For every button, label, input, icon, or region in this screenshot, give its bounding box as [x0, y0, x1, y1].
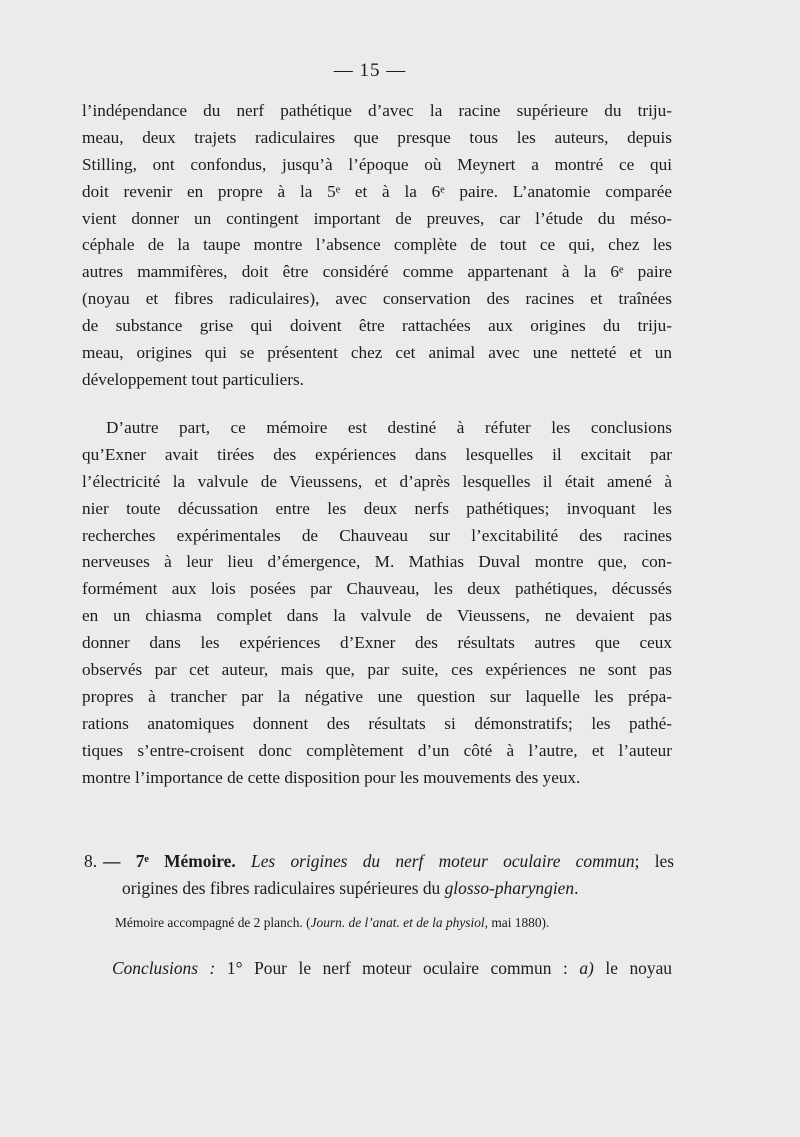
text-line: l’électricité la valvule de Vieussens, et d’après lesquelles il était amené à: [82, 471, 672, 491]
text-line: (noyau et fibres radiculaires), avec conservation des racines et traînées: [82, 289, 672, 309]
text-line: doit revenir en propre à la 5ᵉ et à la 6ᵉ paire. L’anatomie comparée: [82, 181, 672, 201]
text-line: développement tout particuliers.: [82, 369, 304, 389]
text-line: observés par cet auteur, mais que, par suite, ces expériences ne sont pas: [82, 660, 672, 680]
page-number: — 15 —: [333, 60, 407, 81]
text-line: recherches expérimentales de Chauveau sur l’excitabilité des racines: [82, 525, 672, 545]
entry-title-end: .: [574, 878, 579, 898]
text-line: montre l’importance de cette disposition pour les mouvements des yeux.: [82, 767, 581, 787]
conclusions-item: a): [579, 958, 594, 978]
text-line: l’indépendance du nerf pathétique d’avec la racine supérieure du triju-: [82, 101, 672, 120]
text-line: vient donner un contingent important de preuves, car l’étude du méso-: [82, 208, 672, 228]
text-line: céphale de la taupe montre l’absence complète de tout ce qui, chez les: [82, 235, 672, 255]
entry-number: 8.: [84, 851, 98, 871]
note-text-a: Mémoire accompagné de 2 planch. (: [115, 915, 311, 930]
text-line: donner dans les expériences d’Exner des résultats autres que ceux: [82, 633, 672, 653]
conclusions-text-b: le noyau: [593, 958, 672, 978]
note-journal: Journ. de l’anat. et de la physiol,: [310, 915, 488, 930]
text-line: nier toute décussation entre les deux nerfs pathétiques; invoquant les: [82, 498, 672, 518]
entry-title-line-1: [84, 848, 674, 875]
text-line: rations anatomiques donnent des résultats si démonstratifs; les pathé-: [82, 713, 672, 733]
text-line: meau, origines qui se présentent chez cet animal avec une netteté et un: [82, 343, 672, 363]
conclusions-line: [112, 958, 672, 979]
text-line: meau, deux trajets radiculaires que presque tous les auteurs, depuis: [82, 127, 672, 147]
text-line: qu’Exner avait tirées des expériences dans lesquelles il excitait par: [82, 444, 672, 464]
text-line: autres mammifères, doit être considéré comme appartenant à la 6ᵉ paire: [82, 262, 672, 282]
paragraph-2: [82, 415, 672, 791]
entry-title-italic: Les origines du nerf moteur oculaire commun: [251, 851, 635, 871]
text-line: D’autre part, ce mémoire est destiné à réfuter les conclusions: [106, 418, 672, 437]
memoir-entry: [84, 848, 674, 902]
text-line: de substance grise qui doivent être rattachées aux origines du triju-: [82, 316, 672, 336]
text-line: en un chiasma complet dans la valvule de Vieussens, ne devaient pas: [82, 606, 672, 626]
entry-title-text: origines des fibres radiculaires supérieures du: [122, 878, 441, 898]
note-text-b: mai 1880).: [487, 915, 550, 930]
paragraph-1: [82, 98, 672, 394]
text-line: formément aux lois posées par Chauveau, les deux pathétiques, décussés: [82, 579, 672, 599]
entry-title-line-2: [84, 875, 674, 902]
text-line: tiques s’entre-croisent donc complètement d’un côté à l’autre, et l’auteur: [82, 740, 672, 760]
entry-title-separator: ; les: [634, 851, 675, 871]
publication-note: [115, 915, 549, 931]
entry-heading: — 7ᵉ Mémoire.: [103, 851, 236, 871]
text-line: nerveuses à leur lieu d’émergence, M. Mathias Duval montre que, con-: [82, 552, 672, 572]
conclusions-text-a: 1° Pour le nerf moteur oculaire commun :: [215, 958, 580, 978]
conclusions-label: Conclusions :: [112, 958, 216, 978]
entry-title-italic-2: glosso-pharyngien: [444, 878, 575, 898]
text-line: propres à trancher par la négative une question sur laquelle les prépa-: [82, 686, 672, 706]
text-line: Stilling, ont confondus, jusqu’à l’époque où Meynert a montré ce qui: [82, 154, 672, 174]
